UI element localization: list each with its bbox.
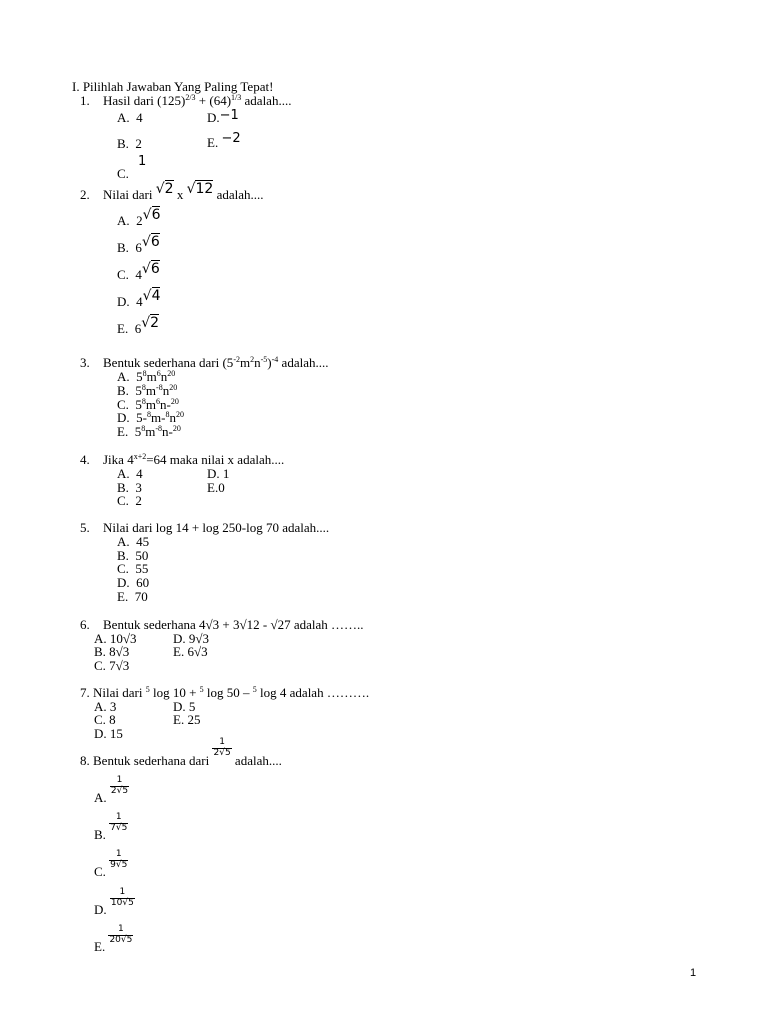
option-d: D. 4√4 bbox=[117, 288, 161, 309]
option-b: B. $5^8m^{-8}n^{20}$ bbox=[117, 383, 178, 398]
option-e: E. $5^8m^{-8}n-^{20}$ bbox=[117, 424, 181, 439]
option-d-extra: D. 15 bbox=[94, 726, 123, 741]
option-c: C. 7√3 bbox=[94, 658, 130, 673]
option-e: E. 70 bbox=[117, 589, 148, 604]
option-a: A. 10√3 bbox=[94, 631, 137, 646]
option-a: A. 2√6 bbox=[117, 207, 161, 228]
option-a: A. 45 bbox=[117, 534, 150, 549]
option-a: A. $\frac{1}{2√5}$ bbox=[94, 775, 129, 806]
option-d: D. 60 bbox=[117, 575, 150, 590]
option-d: D.−1 bbox=[207, 108, 239, 125]
question-text: Nilai dari √2 x √12 adalah.... bbox=[103, 181, 264, 202]
option-b: B. 2 bbox=[117, 136, 142, 151]
option-b: B. 50 bbox=[117, 548, 149, 563]
option-c-value: 1 bbox=[138, 154, 147, 169]
question-number: 1. bbox=[80, 93, 90, 108]
question-text: Jika $4^{x+2}=64$ maka nilai x adalah.... bbox=[103, 452, 285, 467]
option-c: C. 8 bbox=[94, 712, 116, 727]
question-text: Bentuk sederhana dari $(5^{-2}m^2n^{-5})^{-4}$ adalah.... bbox=[103, 355, 329, 370]
option-c: C. $\frac{1}{9√5}$ bbox=[94, 849, 128, 880]
option-b: B. 6√6 bbox=[117, 234, 160, 255]
option-a: A. $5^8m^6n^{20}$ bbox=[117, 369, 176, 384]
option-c: C. 2 bbox=[117, 493, 142, 508]
option-e: E. 25 bbox=[173, 712, 201, 727]
option-b: B. $\frac{1}{7√5}$ bbox=[94, 812, 128, 843]
question-number: 2. bbox=[80, 187, 90, 202]
option-d: D. 9√3 bbox=[173, 631, 210, 646]
option-d: D. $\frac{1}{10√5}$ bbox=[94, 887, 134, 918]
option-a: A. 4 bbox=[117, 110, 143, 125]
question-text: Bentuk sederhana 4√3 + 3√12 - √27 adalah …….. bbox=[103, 617, 364, 632]
question-number: 4. bbox=[80, 452, 90, 467]
option-e: E. $\frac{1}{20√5}$ bbox=[94, 924, 133, 955]
option-c-label: C. bbox=[117, 166, 129, 181]
option-b: B. 3 bbox=[117, 480, 142, 495]
option-d: D. $5-^8m-^8n^{20}$ bbox=[117, 410, 184, 425]
question-text: 8. Bentuk sederhana dari $\frac{1}{2√5}$ adalah.... bbox=[80, 737, 282, 769]
option-a: A. 3 bbox=[94, 699, 117, 714]
question-text: 7. Nilai dari $^5$ log 10 + $^5$ log 50 – $^5$ log 4 adalah ………. bbox=[80, 685, 370, 700]
option-e: E.0 bbox=[207, 480, 225, 495]
question-number: 3. bbox=[80, 355, 90, 370]
option-d: D. 5 bbox=[173, 699, 196, 714]
option-b: B. 8√3 bbox=[94, 644, 130, 659]
page-number: 1 bbox=[690, 967, 697, 979]
option-e: E. 6√2 bbox=[117, 315, 160, 336]
option-c: C. $5^8m^6n-^{20}$ bbox=[117, 397, 179, 412]
question-number: 6. bbox=[80, 617, 90, 632]
question-text: Nilai dari log 14 + log 250-log 70 adalah.... bbox=[103, 520, 330, 535]
option-c: C. 4√6 bbox=[117, 261, 160, 282]
option-d: D. 1 bbox=[207, 466, 230, 481]
option-c: C. 55 bbox=[117, 561, 149, 576]
section-title: I. Pilihlah Jawaban Yang Paling Tepat! bbox=[72, 79, 274, 94]
option-e: E. −2 bbox=[207, 131, 241, 150]
question-text: Hasil dari $(125)^{2/3} + (64)^{1/3}$ adalah.... bbox=[103, 93, 292, 108]
option-a: A. 4 bbox=[117, 466, 143, 481]
question-number: 5. bbox=[80, 520, 90, 535]
option-e: E. 6√3 bbox=[173, 644, 208, 659]
